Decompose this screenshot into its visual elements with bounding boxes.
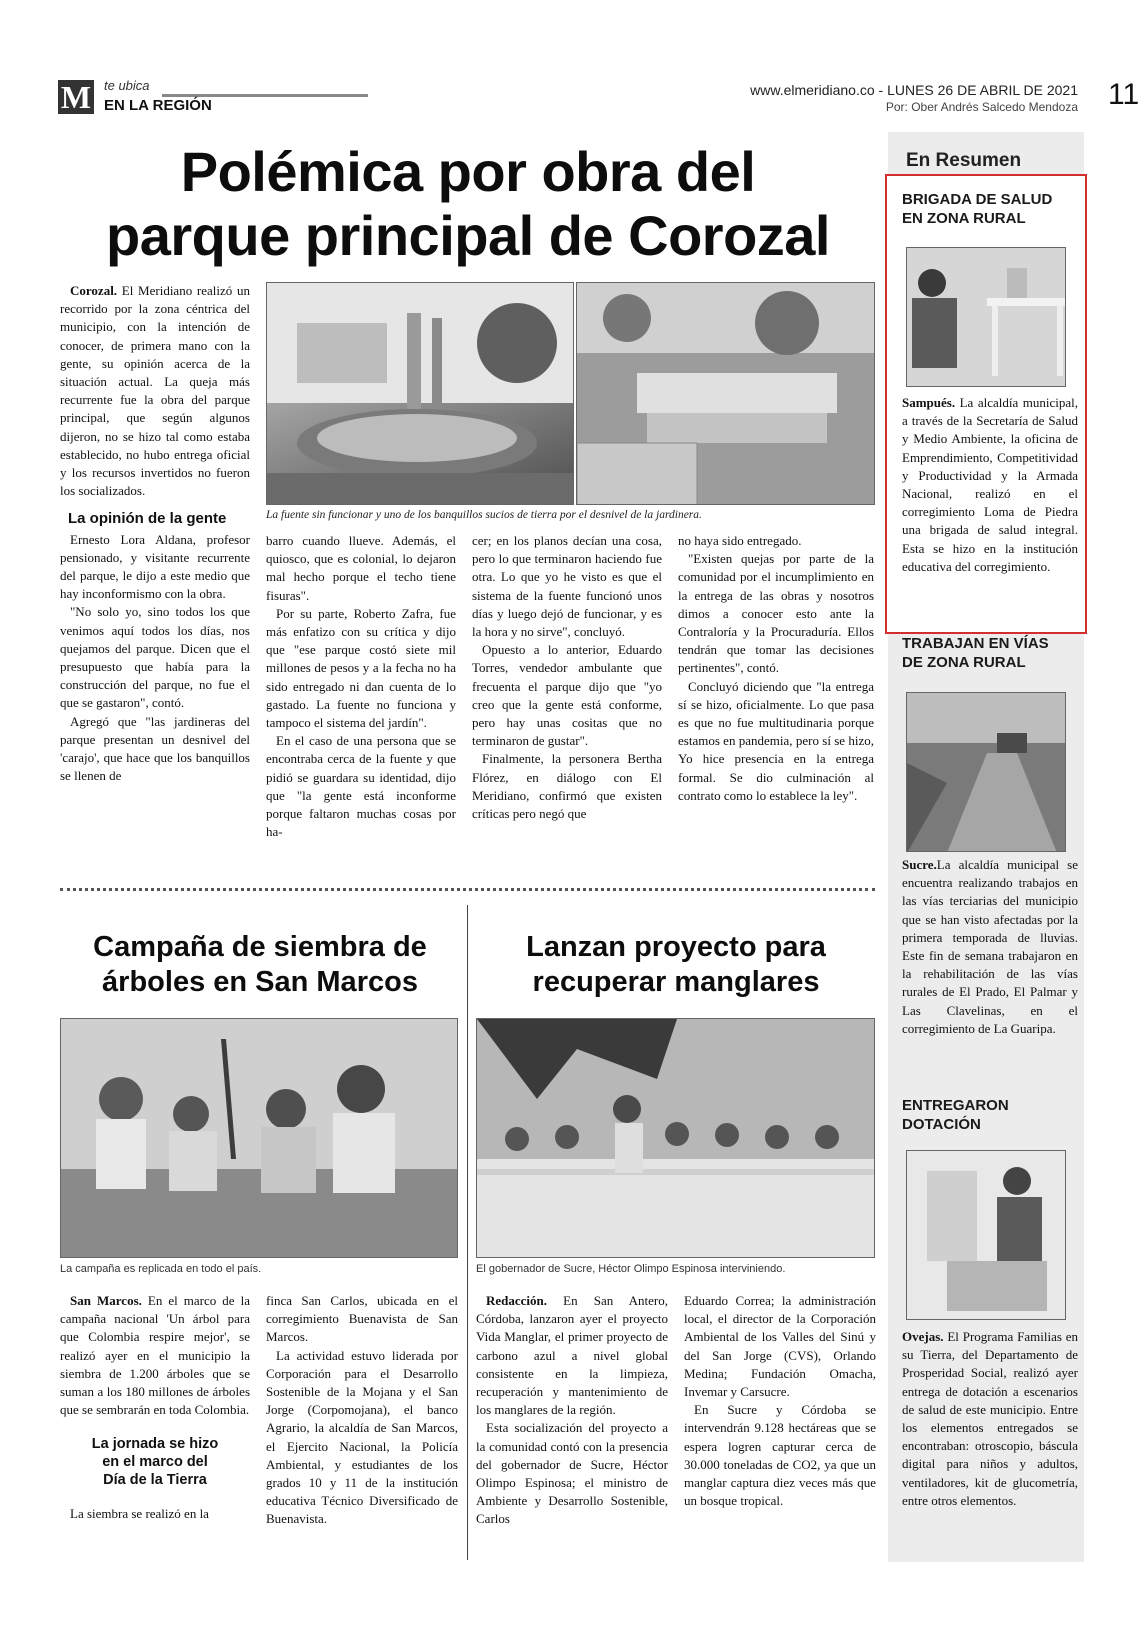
trees-photo [60, 1018, 458, 1258]
main-column-1 [60, 282, 250, 785]
main-headline-line2: parque principal de Corozal [106, 204, 830, 267]
rural-roads-photo [906, 692, 1066, 852]
main-column-3 [472, 532, 662, 823]
main-paragraph: Concluyó diciendo que "la entrega sí se hizo, oficialmente. Lo que pasa es que no fue multitudinaria porque estamos en pandemia, pero sí se hizo, Yo hice presencia en la entrega formal. Se dio culminación al contrato como lo establece la ley". [678, 678, 874, 803]
sidebar-item3-lead: Ovejas. [902, 1329, 944, 1344]
sidebar-item2-heading-line2: DE ZONA RURAL [902, 654, 1026, 671]
equipment-delivery-illustration [907, 1151, 1066, 1320]
mangroves-photo [476, 1018, 875, 1258]
tagline: te ubica [104, 78, 150, 93]
trees-subhead [60, 1435, 250, 1489]
trees-headline [60, 930, 460, 1000]
main-headline-line1: Polémica por obra del [180, 140, 756, 203]
logo-icon: M [58, 80, 94, 114]
mangroves-column-2 [684, 1292, 876, 1510]
page-number: 11 [1108, 78, 1140, 111]
equipment-delivery-photo [906, 1150, 1066, 1320]
main-paragraph: barro cuando llueve. Además, el quiosco, que es colonial, lo dejaron mal hecho porque el techo tiene fisuras". [266, 533, 456, 603]
main-column-2 [266, 532, 456, 841]
sidebar-item3-heading-line1: ENTREGARON [902, 1097, 1009, 1114]
section-label: EN LA REGIÓN [104, 97, 212, 114]
trees-subhead-line1: La jornada se hizo [91, 1436, 219, 1453]
fountain-photo [266, 282, 574, 505]
main-paragraph: "No solo yo, sino todos los que venimos aquí todos los días, nos quejamos del parque. Dicen que el presupuesto que había para la construcción del parque, no fue el que se gastaron", contó. [60, 604, 250, 711]
sidebar-item2-text [902, 856, 1078, 1038]
rural-roads-illustration [907, 693, 1066, 852]
sidebar-item2-body: La alcaldía municipal se encuentra realizando trabajos en las vías terciarias del municipio que se han visto afectadas por la primera temporada de lluvias. Este fin de semana trabajaron en la rehabilitación de las vías rurales de El Prado, El Palmar y Las Clavelinas, en el corregimiento de La Guaripa. [902, 857, 1078, 1036]
mangroves-headline-line2: recuperar manglares [532, 966, 820, 998]
fountain-illustration [267, 283, 574, 505]
sidebar-item2-heading [902, 634, 1078, 672]
vertical-divider [467, 905, 468, 1560]
sidebar-item3-heading [902, 1096, 1078, 1134]
sidebar-item1-heading-line2: EN ZONA RURAL [902, 210, 1026, 227]
sidebar-item1-body: La alcaldía municipal, a través de la Secretaría de Salud y Medio Ambiente, la oficina de Emprendimiento, Competitividad y Productividad y la Armada Nacional, realizó en el corregimiento Loma de Piedra una brigada de salud integral. Esta se hizo en la institución educativa del corregimiento. [902, 395, 1078, 574]
trees-photo-caption: La campaña es replicada en todo el país. [60, 1263, 262, 1275]
main-paragraph: Opuesto a lo anterior, Eduardo Torres, vendedor ambulante que frecuenta el parque dijo que "yo creo que la gente está conforme, pero hay unas cositas que no terminaron de gustar". [472, 642, 662, 749]
sidebar-item3-text [902, 1328, 1078, 1510]
mangroves-headline [476, 930, 876, 1000]
byline: Por: Ober Andrés Salcedo Mendoza [885, 100, 1078, 114]
mangroves-paragraph: Eduardo Correa; la administración local, el director de la Corporación Ambiental de los Valles del Sinú y del San Jorge (CVS), Orlando Medina; Fundación Omacha, Invemar y Carsucre. [684, 1293, 876, 1400]
trees-column-1 [60, 1292, 250, 1524]
sidebar-title: En Resumen [906, 150, 1022, 171]
sidebar-item1-text [902, 394, 1078, 576]
trees-paragraph: finca San Carlos, ubicada en el corregimiento Buenavista de San Marcos. [266, 1293, 458, 1345]
main-paragraph: cer; en los planos decían una cosa, pero lo que terminaron haciendo fue otra. Lo que yo he visto es que el sistema de la fuente funcionó unos días y luego dejó de funcionar, y es la hora y no sirve", concluyó. [472, 533, 662, 640]
trees-lead: San Marcos. [70, 1293, 142, 1308]
main-headline [58, 140, 878, 268]
sidebar-item1-heading-line1: BRIGADA DE SALUD [902, 191, 1053, 208]
mangroves-column-1 [476, 1292, 668, 1529]
main-paragraph: Finalmente, la personera Bertha Flórez, en diálogo con El Meridiano, confirmó que existen críticas pero negó que [472, 751, 662, 822]
sidebar-item3-body: El Programa Familias en su Tierra, del Departamento de Prosperidad Social, realizó ayer entrega de dotación a escenarios de salud de este municipio. Entre los elementos entregados se encontraban: otroscopio, báscula digital para niños y adultos, ventiladores, kit de glucometría, entre otros elementos. [902, 1329, 1078, 1508]
mangroves-paragraph: Esta socialización del proyecto a la comunidad contó con la presencia del gobernador de Sucre, Héctor Olimpo Espinosa; el ministro de Ambiente y Desarrollo Sostenible, Carlos [476, 1420, 668, 1527]
main-paragraph: Por su parte, Roberto Zafra, fue más enfatizo con su crítica y dijo que "ese parque costó siete mil millones de pesos y a la fecha no ha sido entregado ni dan cuenta de lo gastado. La fuente no funciona y tampoco el sistema del jardín". [266, 605, 456, 731]
main-paragraph: Agregó que "las jardineras del parque presentan un desnivel del 'carajo', que hace que los banquillos se llenen de [60, 713, 250, 784]
mangroves-paragraph: En San Antero, Córdoba, lanzaron ayer el proyecto Vida Manglar, el primer proyecto de carbono azul a nivel global consistente en la limpieza, recuperación y mantenimiento de los manglares de la región. [476, 1293, 668, 1418]
main-paragraph: "Existen quejas por parte de la comunidad por el incumplimiento en la entrega de las obras y nosotros dimos a conocer esto ante la Contraloría y la Procuraduría. Ellos tendrán que tomar las decisiones pertinentes", contó. [678, 551, 874, 676]
section-divider [60, 888, 875, 892]
main-paragraph: En el caso de una persona que se encontraba cerca de la fuente y que pidió se guardara su identidad, dijo que "la gente está inconforme porque faltaron muchas cosas por ha- [266, 733, 456, 840]
trees-illustration [61, 1019, 458, 1258]
mangroves-photo-caption: El gobernador de Sucre, Héctor Olimpo Espinosa interviniendo. [476, 1263, 786, 1275]
main-paragraph: Ernesto Lora Aldana, profesor pensionado, y visitante recurrente del parque, le dijo a este medio que hay inconformismo con la obra. [60, 531, 250, 602]
sidebar-item2-heading-line1: TRABAJAN EN VÍAS [902, 635, 1049, 652]
main-paragraph: no haya sido entregado. [678, 533, 802, 548]
trees-subhead-line3: Día de la Tierra [103, 1472, 207, 1489]
sidebar-item1-lead: Sampués. [902, 395, 956, 410]
sidebar-item1-heading [902, 190, 1072, 228]
main-column-4 [678, 532, 874, 805]
trees-subhead-line2: en el marco del [102, 1454, 208, 1471]
trees-paragraph: La actividad estuvo liderada por Corporación para el Desarrollo Sostenible de la Mojana y el San Jorge (Corpomojana), el banco Agrario, la alcaldía de San Marcos, el Ejercito Nacional, la Policía Ambiental, y estudiantes de los grados 10 y 11 de la institución educativa Técnico Diversificado de Buenavista. [266, 1347, 458, 1527]
trees-paragraph: En el marco de la campaña nacional 'Un árbol para que Colombia respire mejor', se realizó ayer en el municipio la siembra de 1.200 árboles que se suman a los 180 millones de árboles que se sembrarán en toda Colombia. [60, 1293, 250, 1418]
mangroves-lead: Redacción. [486, 1293, 548, 1308]
trees-column-2 [266, 1292, 458, 1529]
bench-photo [576, 282, 875, 505]
main-lead: Corozal. [70, 283, 118, 298]
main-subhead: La opinión de la gente [68, 510, 227, 528]
mangroves-paragraph: En Sucre y Córdoba se intervendrán 9.128 hectáreas que se espera logren capturar cerca de 30.000 toneladas de CO2, ya que un manglar captura diez veces más que un bosque tropical. [684, 1402, 876, 1509]
main-paragraph: El Meridiano realizó un recorrido por la zona céntrica del municipio, con la intención de conocer, de primera mano con la gente, su opinión acerca de la situación actual. La queja más recurrente fue la obra del parque principal, que según algunos dijeron, no se hizo tal como estaba establecido, no hubo entrega oficial y los recursos invertidos no fueron los socializados. [60, 283, 250, 499]
trees-paragraph: La siembra se realizó en la [70, 1506, 209, 1522]
mangroves-headline-line1: Lanzan proyecto para [526, 931, 826, 963]
main-photo-group [266, 282, 875, 505]
trees-headline-line1: Campaña de siembra de [93, 931, 427, 963]
main-photo-caption: La fuente sin funcionar y uno de los banquillos sucios de tierra por el desnivel de la jardinera. [266, 509, 702, 521]
masthead [58, 78, 1140, 118]
health-brigade-illustration [907, 248, 1066, 387]
site-date: www.elmeridiano.co - LUNES 26 DE ABRIL DE 2021 [750, 82, 1078, 98]
mangroves-illustration [477, 1019, 875, 1258]
sidebar-item3-heading-line2: DOTACIÓN [902, 1116, 981, 1133]
trees-headline-line2: árboles en San Marcos [102, 966, 418, 998]
bench-illustration [577, 283, 875, 505]
sidebar-item2-lead: Sucre. [902, 857, 937, 872]
health-brigade-photo [906, 247, 1066, 387]
